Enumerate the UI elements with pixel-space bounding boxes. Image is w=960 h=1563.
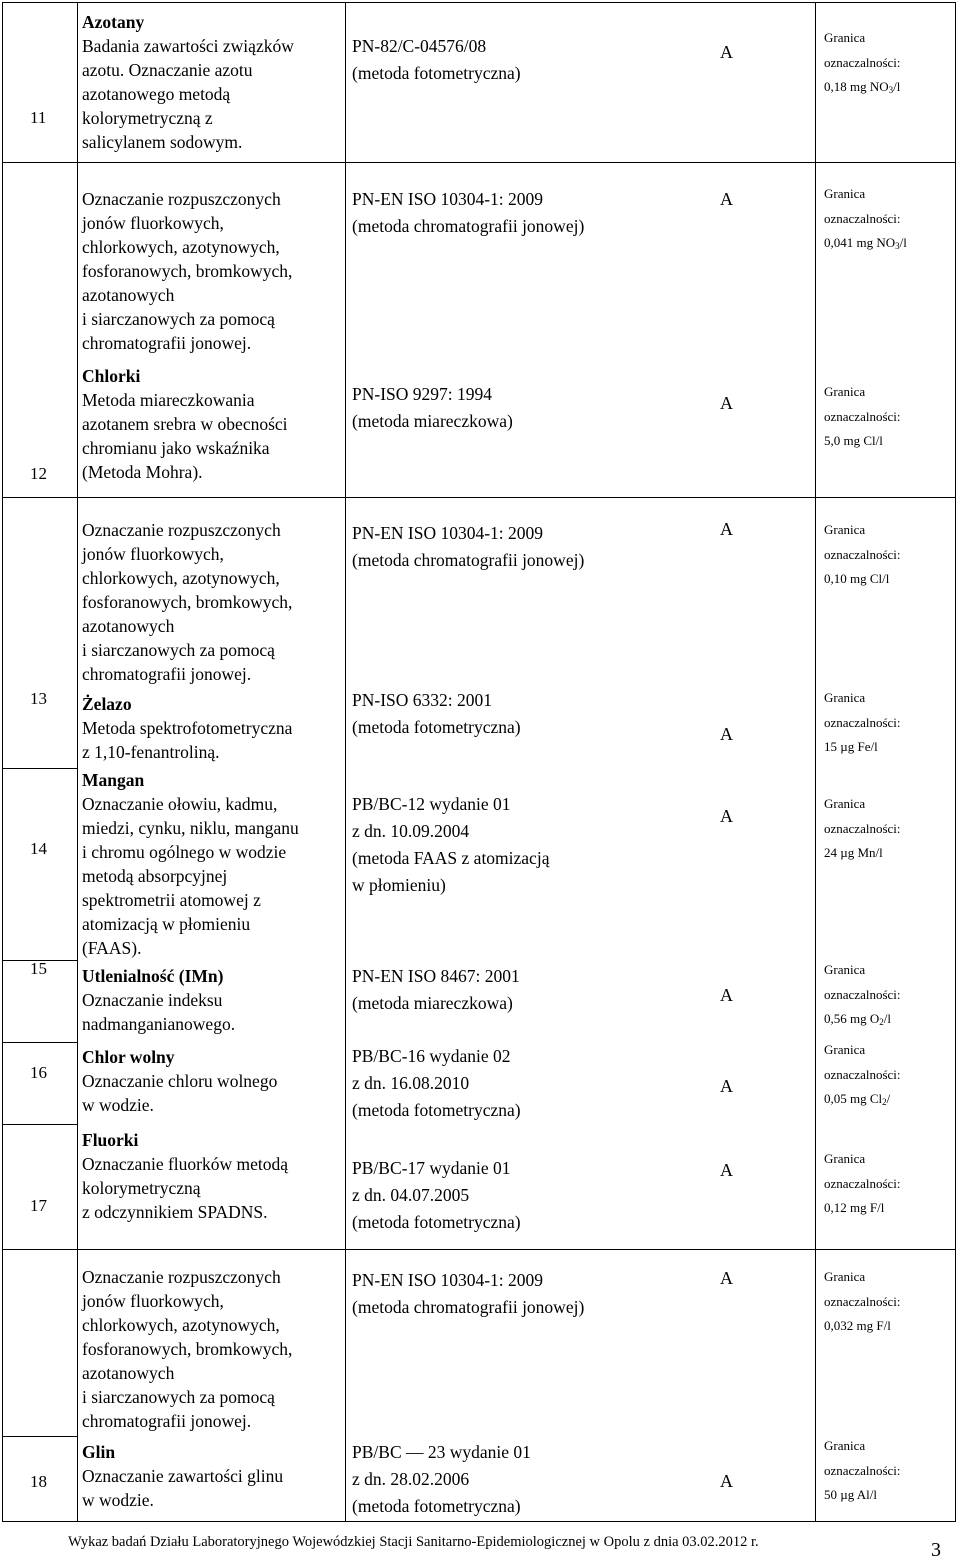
limit-value-main: 0,032 mg F/l <box>824 1318 891 1333</box>
method-line: (metoda fotometryczna) <box>352 1212 521 1232</box>
limit-label: Granica <box>824 1269 866 1284</box>
parameter-description-line: chlorkowych, azotynowych, <box>82 237 280 257</box>
parameter-name: Chlorki <box>82 366 141 386</box>
accreditation-category: A <box>720 1471 733 1491</box>
parameter-description-line: azotanowych <box>82 1363 175 1383</box>
limit-label: Granica <box>824 796 866 811</box>
limit-value-main: 50 µg Al/l <box>824 1487 877 1502</box>
method-line: z dn. 10.09.2004 <box>352 821 470 841</box>
row-number: 12 <box>30 464 47 483</box>
page-number: 3 <box>931 1539 941 1561</box>
parameter-description-line: z odczynnikiem SPADNS. <box>82 1202 268 1222</box>
parameter-description-line: azotanowych <box>82 285 175 305</box>
method-line: (metoda fotometryczna) <box>352 63 521 83</box>
parameter-description-line: i siarczanowych za pomocą <box>82 1387 275 1407</box>
accreditation-category: A <box>720 1076 733 1096</box>
method-line: (metoda miareczkowa) <box>352 993 513 1013</box>
parameter-description-line: Oznaczanie rozpuszczonych <box>82 189 281 209</box>
accreditation-category: A <box>720 42 733 62</box>
limit-label-2: oznaczalności: <box>824 210 901 226</box>
parameter-description-line: Oznaczanie zawartości glinu <box>82 1466 284 1486</box>
parameter-description-line: jonów fluorkowych, <box>82 1291 224 1311</box>
limit-value-subscript: 3 <box>888 85 894 95</box>
parameter-description-line: azotanem srebra w obecności <box>82 414 288 434</box>
parameter-description-line: Oznaczanie ołowiu, kadmu, <box>82 794 278 814</box>
method-line: PN-ISO 6332: 2001 <box>352 690 493 710</box>
method-line: PB/BC — 23 wydanie 01 <box>352 1442 531 1462</box>
accreditation-category: A <box>720 1160 733 1180</box>
limit-label-2: oznaczalności: <box>824 714 901 730</box>
parameter-name: Glin <box>82 1442 116 1462</box>
parameter-description-line: azotu. Oznaczanie azotu <box>82 60 253 80</box>
limit-value-main: 0,12 mg F/l <box>824 1200 885 1215</box>
parameter-description-line: chlorkowych, azotynowych, <box>82 1315 280 1335</box>
method-line: (metoda chromatografii jonowej) <box>352 216 585 236</box>
method-line: (metoda fotometryczna) <box>352 1100 521 1120</box>
method-line: z dn. 16.08.2010 <box>352 1073 470 1093</box>
limit-value <box>824 429 883 457</box>
limit-label: Granica <box>824 962 866 977</box>
limit-label-2: oznaczalności: <box>824 1175 901 1191</box>
row-divider <box>2 1436 78 1437</box>
method-line: (metoda miareczkowa) <box>352 411 513 431</box>
parameter-description-line: miedzi, cynku, niklu, manganu <box>82 818 299 838</box>
row-number: 17 <box>30 1196 47 1215</box>
limit-value-unit: /l <box>893 79 901 94</box>
limit-label-2: oznaczalności: <box>824 546 901 562</box>
limit-value-subscript: 2 <box>882 1097 887 1107</box>
parameter-name: Fluorki <box>82 1130 139 1150</box>
parameter-description-line: chromianu jako wskaźnika <box>82 438 270 458</box>
parameter-description-line: kolorymetryczną z <box>82 108 213 128</box>
parameter-name: Chlor wolny <box>82 1047 175 1067</box>
method-line: (metoda fotometryczna) <box>352 1496 521 1516</box>
parameter-description-line: salicylanem sodowym. <box>82 132 243 152</box>
limit-label-2: oznaczalności: <box>824 408 901 424</box>
accreditation-category: A <box>720 519 733 539</box>
parameter-description-line: kolorymetryczną <box>82 1178 201 1198</box>
limit-label: Granica <box>824 1151 866 1166</box>
parameter-description-line: fosforanowych, bromkowych, <box>82 261 293 281</box>
parameter-description-line: chromatografii jonowej. <box>82 1411 252 1431</box>
parameter-description-line: Badania zawartości związków <box>82 36 294 56</box>
method-line: z dn. 28.02.2006 <box>352 1469 470 1489</box>
limit-label: Granica <box>824 186 866 201</box>
method-line: (metoda chromatografii jonowej) <box>352 1297 585 1317</box>
row-number: 18 <box>30 1472 47 1491</box>
row-divider <box>2 1249 956 1250</box>
method-line: z dn. 04.07.2005 <box>352 1185 470 1205</box>
row-divider <box>2 768 78 769</box>
row-divider <box>2 497 956 498</box>
accreditation-category: A <box>720 806 733 826</box>
footer-text: Wykaz badań Działu Laboratoryjnego Wojewódzkiej Stacji Sanitarno-Epidemiologicznej w Opolu z dnia 03.02.2012 r. <box>68 1534 759 1550</box>
column-divider <box>345 2 346 1521</box>
limit-label: Granica <box>824 690 866 705</box>
limit-value <box>824 1314 891 1342</box>
parameter-description-line: azotanowego metodą <box>82 84 231 104</box>
limit-value <box>824 1087 890 1115</box>
parameter-description-line: nadmanganianowego. <box>82 1014 236 1034</box>
row-divider <box>2 1042 78 1043</box>
parameter-description-line: (FAAS). <box>82 938 142 958</box>
limit-label: Granica <box>824 522 866 537</box>
parameter-description-line: w wodzie. <box>82 1095 154 1115</box>
limit-value <box>824 841 883 869</box>
limit-label: Granica <box>824 1438 866 1453</box>
parameter-name: Utlenialność (IMn) <box>82 966 224 986</box>
parameter-description-line: i siarczanowych za pomocą <box>82 309 275 329</box>
method-line: PN-EN ISO 10304-1: 2009 <box>352 1270 544 1290</box>
limit-label-2: oznaczalności: <box>824 986 901 1002</box>
limit-value-main: 0,10 mg Cl/l <box>824 571 890 586</box>
limit-value-main: 15 µg Fe/l <box>824 739 878 754</box>
limit-value-main: 5,0 mg Cl/l <box>824 433 883 448</box>
limit-value <box>824 1007 891 1035</box>
parameter-description-line: atomizacją w płomieniu <box>82 914 251 934</box>
limit-label-2: oznaczalności: <box>824 1293 901 1309</box>
limit-value-main: 0,56 mg O <box>824 1011 880 1026</box>
limit-label: Granica <box>824 1042 866 1057</box>
method-line: PN-EN ISO 10304-1: 2009 <box>352 189 544 209</box>
method-line: PB/BC-12 wydanie 01 <box>352 794 511 814</box>
method-line: PN-EN ISO 8467: 2001 <box>352 966 520 986</box>
parameter-description-line: Metoda spektrofotometryczna <box>82 718 293 738</box>
column-divider <box>77 2 78 1521</box>
limit-value-main: 24 µg Mn/l <box>824 845 883 860</box>
method-line: PB/BC-17 wydanie 01 <box>352 1158 511 1178</box>
accreditation-category: A <box>720 985 733 1005</box>
limit-value-main: 0,041 mg NO <box>824 235 896 250</box>
limit-value-unit: / <box>886 1091 891 1106</box>
row-number: 16 <box>30 1063 47 1082</box>
parameter-description-line: Oznaczanie rozpuszczonych <box>82 1267 281 1287</box>
limit-label: Granica <box>824 384 866 399</box>
method-line: PN-EN ISO 10304-1: 2009 <box>352 523 544 543</box>
limit-value <box>824 735 878 763</box>
parameter-description-line: Oznaczanie fluorków metodą <box>82 1154 289 1174</box>
accreditation-category: A <box>720 724 733 744</box>
parameter-name: Żelazo <box>82 694 132 714</box>
column-divider <box>2 2 3 1521</box>
parameter-description-line: jonów fluorkowych, <box>82 544 224 564</box>
parameter-description-line: w wodzie. <box>82 1490 154 1510</box>
method-line: (metoda fotometryczna) <box>352 717 521 737</box>
method-line: PN-82/C-04576/08 <box>352 36 487 56</box>
limit-value <box>824 231 907 259</box>
parameter-description-line: chlorkowych, azotynowych, <box>82 568 280 588</box>
limit-value-main: 0,05 mg Cl <box>824 1091 883 1106</box>
column-divider <box>815 2 816 1521</box>
row-divider <box>2 1124 78 1125</box>
limit-value-subscript: 3 <box>895 241 900 251</box>
limit-label-2: oznaczalności: <box>824 1462 901 1478</box>
method-line: PB/BC-16 wydanie 02 <box>352 1046 511 1066</box>
row-divider <box>2 1521 956 1522</box>
limit-value-unit: /l <box>899 235 907 250</box>
limit-value <box>824 1483 877 1511</box>
limit-label-2: oznaczalności: <box>824 54 901 70</box>
parameter-description-line: jonów fluorkowych, <box>82 213 224 233</box>
parameter-description-line: metodą absorpcyjnej <box>82 866 228 886</box>
column-divider <box>955 2 956 1521</box>
parameter-description-line: fosforanowych, bromkowych, <box>82 1339 293 1359</box>
method-line: w płomieniu) <box>352 875 446 895</box>
parameter-name: Mangan <box>82 770 145 790</box>
parameter-description-line: Oznaczanie chloru wolnego <box>82 1071 278 1091</box>
parameter-name: Azotany <box>82 12 145 32</box>
parameter-description-line: chromatografii jonowej. <box>82 664 252 684</box>
accreditation-category: A <box>720 393 733 413</box>
limit-value-main: 0,18 mg NO <box>824 79 889 94</box>
method-line: PN-ISO 9297: 1994 <box>352 384 493 404</box>
parameter-description-line: i siarczanowych za pomocą <box>82 640 275 660</box>
row-divider <box>2 162 956 163</box>
accreditation-category: A <box>720 1268 733 1288</box>
limit-label-2: oznaczalności: <box>824 820 901 836</box>
parameter-description-line: Oznaczanie rozpuszczonych <box>82 520 281 540</box>
row-number: 15 <box>30 959 47 978</box>
parameter-description-line: Oznaczanie indeksu <box>82 990 223 1010</box>
limit-value <box>824 567 889 595</box>
parameter-description-line: chromatografii jonowej. <box>82 333 252 353</box>
row-number: 13 <box>30 689 47 708</box>
limit-value-unit: /l <box>883 1011 891 1026</box>
limit-label-2: oznaczalności: <box>824 1066 901 1082</box>
parameter-description-line: spektrometrii atomowej z <box>82 890 261 910</box>
method-line: (metoda chromatografii jonowej) <box>352 550 585 570</box>
accreditation-category: A <box>720 189 733 209</box>
limit-value <box>824 75 900 103</box>
parameter-description-line: i chromu ogólnego w wodzie <box>82 842 287 862</box>
limit-label: Granica <box>824 30 866 45</box>
parameter-description-line: azotanowych <box>82 616 175 636</box>
parameter-description-line: z 1,10-fenantroliną. <box>82 742 220 762</box>
parameter-description-line: Metoda miareczkowania <box>82 390 255 410</box>
row-divider <box>2 2 956 3</box>
limit-value-subscript: 2 <box>879 1017 884 1027</box>
parameter-description-line: (Metoda Mohra). <box>82 462 203 482</box>
limit-value <box>824 1196 884 1224</box>
method-line: (metoda FAAS z atomizacją <box>352 848 550 868</box>
row-number: 14 <box>30 839 47 858</box>
parameter-description-line: fosforanowych, bromkowych, <box>82 592 293 612</box>
row-number: 11 <box>30 108 47 127</box>
